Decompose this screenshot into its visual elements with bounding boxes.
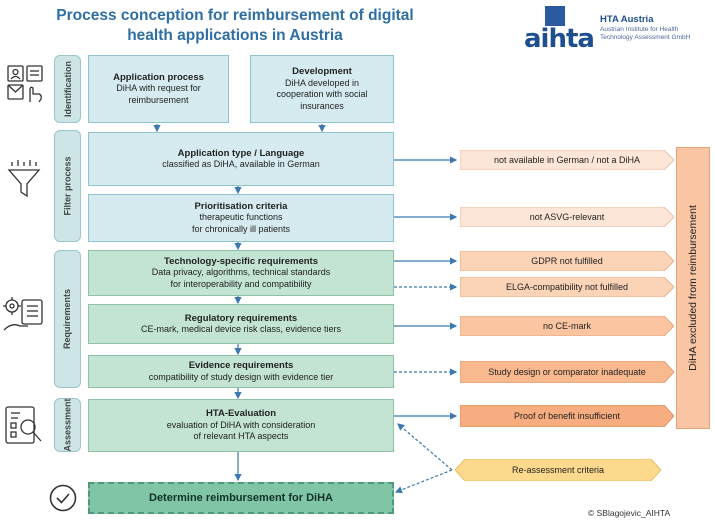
reason-gdpr: GDPR not fulfilled	[460, 251, 674, 271]
box-hta-evaluation: HTA-Evaluation evaluation of DiHA with consideration of relevant HTA aspects	[88, 399, 394, 452]
box-technology-requirements: Technology-specific requirements Data privacy, algorithms, technical standards for interoperability and compatibility	[88, 250, 394, 296]
box-determine-reimbursement: Determine reimbursement for DiHA	[88, 482, 394, 514]
phase-identification: Identification	[54, 55, 81, 123]
id-card-icon	[6, 64, 44, 104]
magnifier-document-icon	[4, 405, 44, 447]
logo-name: HTA Austria	[600, 14, 654, 25]
reason-proof: Proof of benefit insufficient	[460, 405, 674, 427]
box-prioritisation: Prioritisation criteria therapeutic functions for chronically ill patients	[88, 194, 394, 242]
copyright-credit: © SBlagojevic_AIHTA	[588, 508, 671, 518]
logo-subtitle: Austrian Institute for Health Technology Assessment GmbH	[600, 26, 691, 41]
excluded-from-reimbursement: DiHA excluded from reimbursement	[676, 147, 710, 429]
phase-requirements: Requirements	[54, 250, 81, 388]
box-regulatory-requirements: Regulatory requirements CE-mark, medical device risk class, evidence tiers	[88, 304, 394, 344]
reason-elga: ELGA-compatibility not fulfilled	[460, 277, 674, 297]
checkmark-circle-icon	[48, 483, 78, 513]
box-application-type: Application type / Language classified as DiHA, available in German	[88, 132, 394, 186]
funnel-filter-icon	[6, 160, 42, 200]
reason-not-german: not available in German / not a DiHA	[460, 150, 674, 170]
phase-filter: Filter process	[54, 130, 81, 242]
box-evidence-requirements: Evidence requirements compatibility of study design with evidence tier	[88, 355, 394, 388]
reason-no-ce: no CE-mark	[460, 316, 674, 336]
phase-assessment: Assessment	[54, 398, 81, 452]
reason-not-asvg: not ASVG-relevant	[460, 207, 674, 227]
box-development: Development DiHA developed in cooperation with social insurances	[250, 55, 394, 123]
box-application-process: Application process DiHA with request for reimbursement	[88, 55, 229, 123]
page-title: Process conception for reimbursement of digital health applications in Austria	[56, 7, 414, 44]
aihta-logo: aihta	[524, 24, 594, 54]
reason-study-design: Study design or comparator inadequate	[460, 361, 674, 383]
gear-checklist-icon	[2, 296, 46, 334]
reason-reassessment: Re-assessment criteria	[455, 459, 661, 481]
